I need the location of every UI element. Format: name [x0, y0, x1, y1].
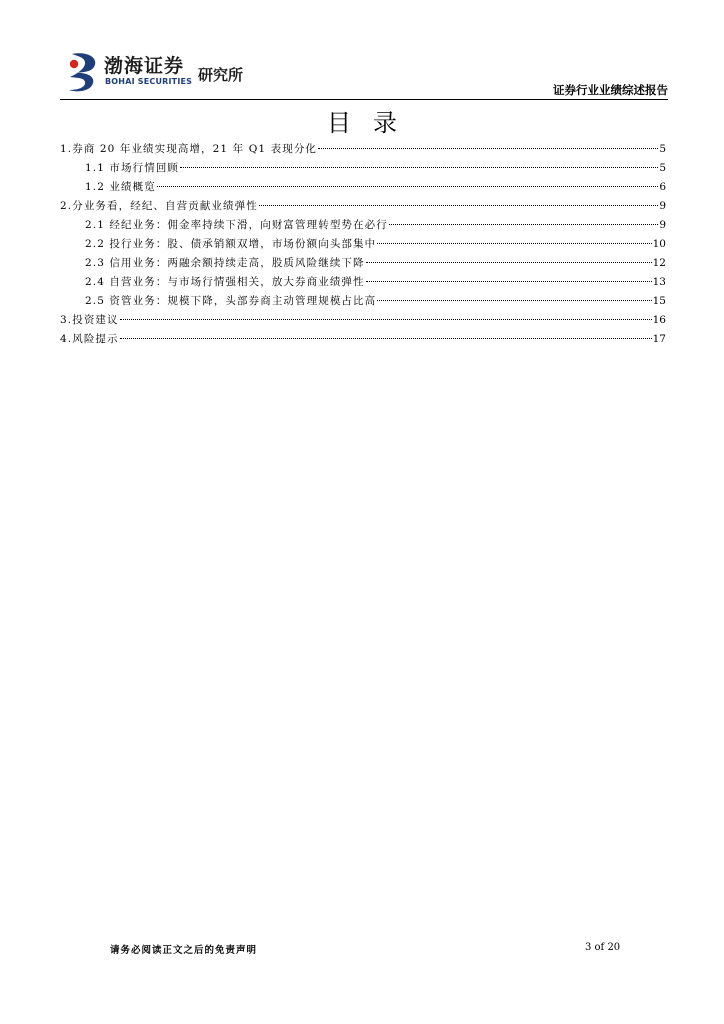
- bohai-logo-icon: [66, 52, 100, 92]
- footer-disclaimer: 请务必阅读正文之后的免责声明: [110, 945, 258, 956]
- page-header: [60, 48, 668, 100]
- toc-entry[interactable]: [60, 330, 666, 349]
- toc-entry-text: 3.投资建议: [60, 314, 119, 326]
- toc-entry-text: 1.券商 20 年业绩实现高增，21 年 Q1 表现分化: [60, 143, 318, 155]
- toc-page-number: 5: [659, 143, 666, 155]
- toc-page-number: 17: [652, 333, 666, 345]
- toc-dot-leader: [366, 262, 652, 263]
- toc-page-number: 5: [659, 162, 666, 174]
- toc-dot-leader: [120, 338, 652, 339]
- toc-dot-leader: [120, 319, 652, 320]
- toc-entry-text: 1.2 业绩概览: [85, 181, 156, 193]
- toc-entry-text: 4.风险提示: [60, 333, 119, 345]
- toc-entry[interactable]: [60, 292, 666, 311]
- toc-dot-leader: [318, 148, 658, 149]
- toc-entry[interactable]: [60, 235, 666, 254]
- toc-entry[interactable]: [60, 140, 666, 159]
- toc-dot-leader: [377, 300, 651, 301]
- toc-page-number: 16: [652, 314, 666, 326]
- toc-page-number: 6: [659, 181, 666, 193]
- toc-entry[interactable]: [60, 216, 666, 235]
- toc-page-number: 10: [652, 238, 666, 250]
- toc-entry-text: 2.4 自营业务：与市场行情强相关，放大券商业绩弹性: [85, 276, 365, 288]
- toc-dot-leader: [259, 205, 658, 206]
- toc-entry[interactable]: [60, 197, 666, 216]
- toc-page-number: 15: [652, 295, 666, 307]
- toc-entry-text: 2.1 经纪业务：佣金率持续下滑，向财富管理转型势在必行: [85, 219, 388, 231]
- toc-page-number: 13: [652, 276, 666, 288]
- toc-entry-text: 2.分业务看，经纪、自营贡献业绩弹性: [60, 200, 258, 212]
- toc-entry[interactable]: [60, 311, 666, 330]
- toc-entry[interactable]: [60, 159, 666, 178]
- toc-dot-leader: [180, 167, 658, 168]
- institute-label: 研究所: [198, 66, 244, 84]
- header-divider: [60, 99, 668, 100]
- toc-entry-text: 2.3 信用业务：两融余额持续走高，股质风险继续下降: [85, 257, 365, 269]
- toc-entry[interactable]: [60, 178, 666, 197]
- footer-page-indicator: 3 of 20: [585, 942, 621, 953]
- logo-english-name: BOHAI SECURITIES: [105, 77, 193, 86]
- toc-page-number: 12: [652, 257, 666, 269]
- toc-entry-text: 2.5 资管业务：规模下降，头部券商主动管理规模占比高: [85, 295, 377, 307]
- toc-dot-leader: [377, 243, 651, 244]
- logo-chinese-name: 渤海证券: [104, 55, 185, 77]
- toc-title: 目录: [327, 109, 419, 137]
- toc-dot-leader: [389, 224, 658, 225]
- table-of-contents: [60, 140, 666, 349]
- toc-dot-leader: [366, 281, 652, 282]
- report-type-label: 证券行业业绩综述报告: [553, 83, 668, 97]
- toc-entry[interactable]: [60, 254, 666, 273]
- toc-page-number: 9: [659, 219, 666, 231]
- toc-entry-text: 2.2 投行业务：股、债承销额双增，市场份额向头部集中: [85, 238, 377, 250]
- toc-entry-text: 1.1 市场行情回顾: [85, 162, 180, 174]
- toc-page-number: 9: [659, 200, 666, 212]
- toc-entry[interactable]: [60, 273, 666, 292]
- toc-dot-leader: [157, 186, 658, 187]
